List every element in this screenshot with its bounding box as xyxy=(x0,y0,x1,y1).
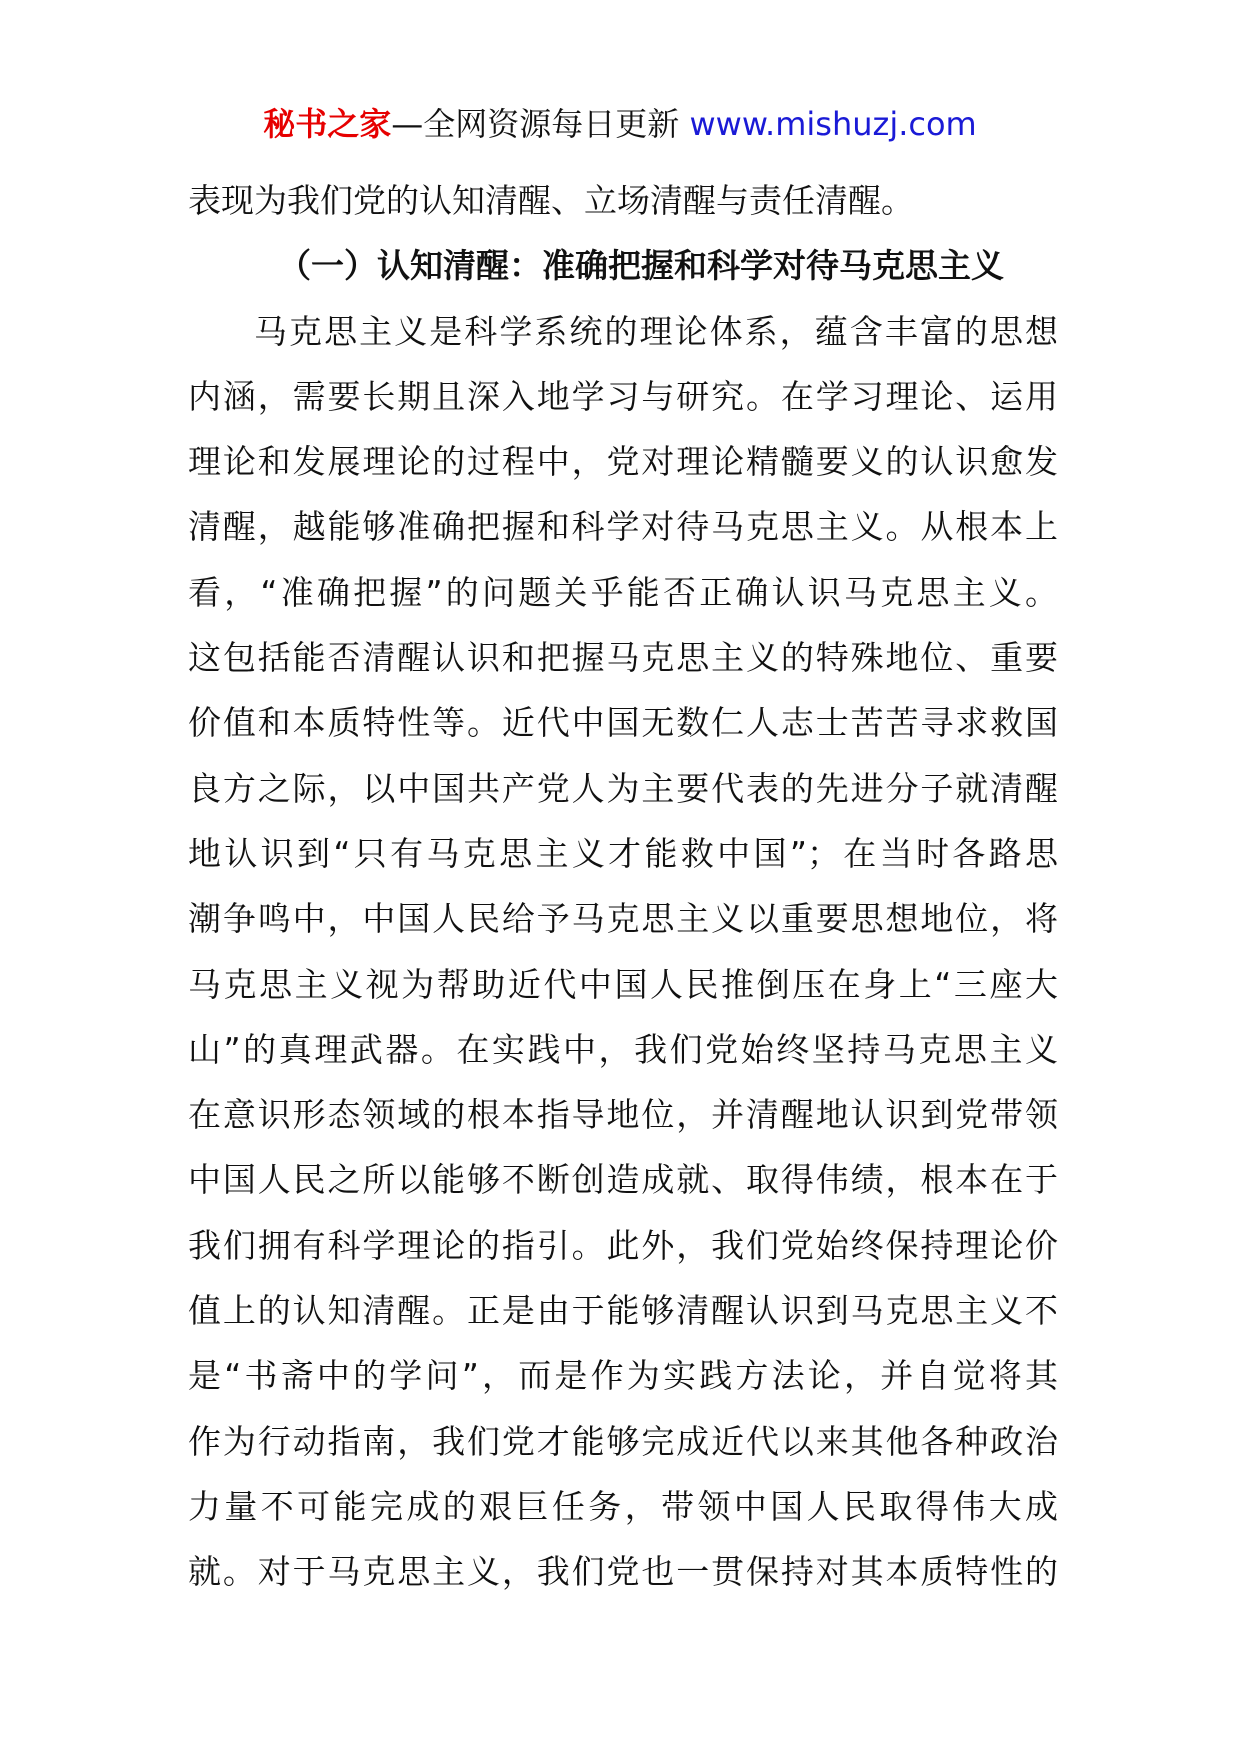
paragraph-line: 值上的认知清醒。正是由于能够清醒认识到马克思主义不 xyxy=(188,1291,1058,1331)
paragraph-line: 清醒，越能够准确把握和科学对待马克思主义。从根本上 xyxy=(188,507,1058,547)
header-tagline: —全网资源每日更新 xyxy=(391,105,680,143)
paragraph-line: 力量不可能完成的艰巨任务，带领中国人民取得伟大成 xyxy=(188,1486,1058,1526)
header-brand: 秘书之家 xyxy=(263,105,392,143)
paragraph-line: 是“书斋中的学问”，而是作为实践方法论，并自觉将其 xyxy=(188,1356,1058,1396)
paragraph-line: 良方之际，以中国共产党人为主要代表的先进分子就清醒 xyxy=(188,768,1058,808)
paragraph-line: 潮争鸣中，中国人民给予马克思主义以重要思想地位，将 xyxy=(188,899,1058,939)
paragraph-line: 作为行动指南，我们党才能够完成近代以来其他各种政治 xyxy=(188,1421,1058,1461)
paragraph-line: 地认识到“只有马克思主义才能救中国”；在当时各路思 xyxy=(188,833,1058,873)
paragraph-line: 我们拥有科学理论的指引。此外，我们党始终保持理论价 xyxy=(188,1225,1058,1265)
paragraph-line: 看，“准确把握”的问题关乎能否正确认识马克思主义。 xyxy=(188,572,1058,612)
document-body xyxy=(188,168,1058,1605)
paragraph-line: 理论和发展理论的过程中，党对理论精髓要义的认识愈发 xyxy=(188,442,1058,482)
paragraph-line: 马克思主义视为帮助近代中国人民推倒压在身上“三座大 xyxy=(188,964,1058,1004)
paragraph-line: 价值和本质特性等。近代中国无数仁人志士苦苦寻求救国 xyxy=(188,703,1058,743)
paragraph-line: 内涵，需要长期且深入地学习与研究。在学习理论、运用 xyxy=(188,376,1058,416)
paragraph-line: 中国人民之所以能够不断创造成就、取得伟绩，根本在于 xyxy=(188,1160,1058,1200)
section-heading: （一）认知清醒：准确把握和科学对待马克思主义 xyxy=(278,246,1004,286)
paragraph-line: 马克思主义是科学系统的理论体系，蕴含丰富的思想 xyxy=(254,311,1058,351)
paragraph xyxy=(188,299,1058,1605)
page-header xyxy=(0,104,1240,144)
paragraph-line: 在意识形态领域的根本指导地位，并清醒地认识到党带领 xyxy=(188,1095,1058,1135)
intro-line: 表现为我们党的认知清醒、立场清醒与责任清醒。 xyxy=(188,181,914,220)
paragraph-line: 山”的真理武器。在实践中，我们党始终坚持马克思主义 xyxy=(188,1029,1058,1069)
paragraph-line: 就。对于马克思主义，我们党也一贯保持对其本质特性的 xyxy=(188,1552,1058,1592)
paragraph-line: 这包括能否清醒认识和把握马克思主义的特殊地位、重要 xyxy=(188,638,1058,678)
header-url-link[interactable]: www.mishuzj.com xyxy=(689,105,977,143)
